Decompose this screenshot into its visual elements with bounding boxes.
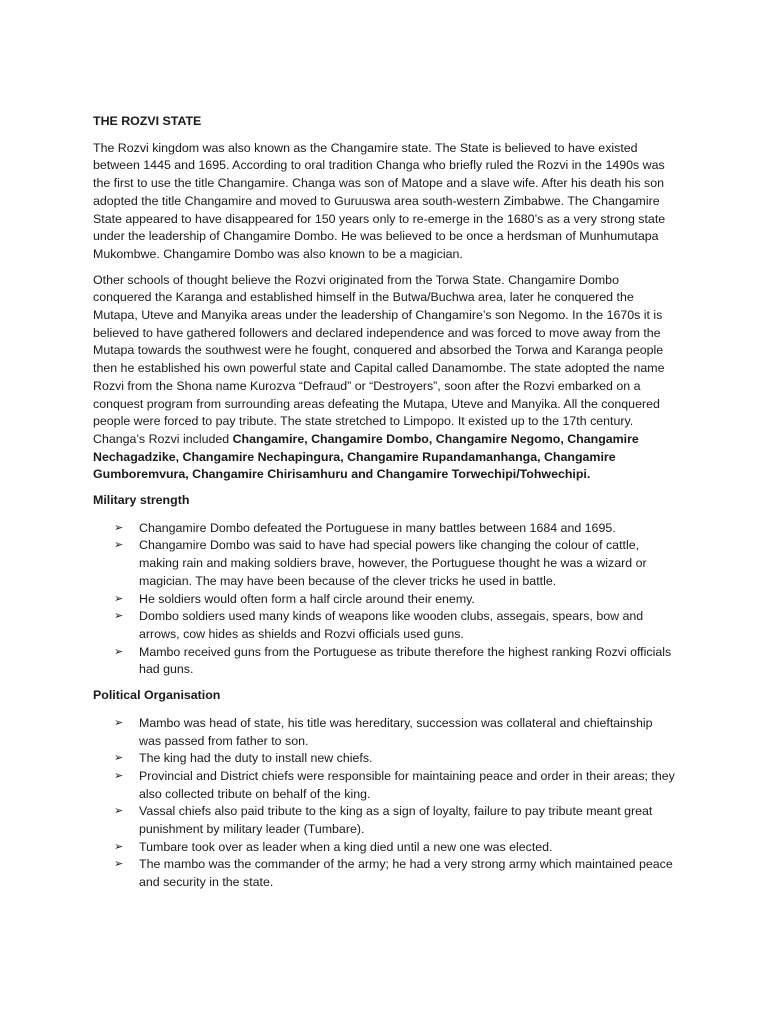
arrow-bullet-icon: ➢ xyxy=(114,805,124,818)
list-item-text: Changamire Dombo defeated the Portuguese in many battles between 1684 and 1695. xyxy=(139,520,616,535)
list-item xyxy=(114,644,678,679)
list-item-text: He soldiers would often form a half circle around their enemy. xyxy=(139,591,475,606)
arrow-bullet-icon: ➢ xyxy=(114,769,124,782)
intro-paragraph: The Rozvi kingdom was also known as the Changamire state. The State is believed to have existed between 1445 and 1695. According to oral tradition Changa who briefly ruled the Rozvi in the 1490s was the first to use the title Changamire. Changa was son of Matope and a slave wife. After his death his son adopted the title Changamire and moved to Guruuswa area south-western Zimbabwe. The Changamire State appeared to have disappeared for 150 years only to re-emerge in the 1680’s as a very strong state under the leadership of Changamire Dombo. He was believed to be once a herdsman of Munhumutapa Mukombwe. Changamire Dombo was also known to be a magician. xyxy=(93,140,666,261)
list-item xyxy=(114,803,678,838)
list-item xyxy=(114,750,678,768)
list-item xyxy=(114,537,678,590)
list-item-text: Tumbare took over as leader when a king died until a new one was elected. xyxy=(139,839,553,854)
list-item-text: Mambo received guns from the Portuguese as tribute therefore the highest ranking Rozvi officials had guns. xyxy=(139,644,672,677)
arrow-bullet-icon: ➢ xyxy=(114,539,124,552)
list-item-text: Dombo soldiers used many kinds of weapons like wooden clubs, assegais, spears, bow and arrows, cow hides as shields and Rozvi officials used guns. xyxy=(139,609,644,641)
list-item-text: Changamire Dombo was said to have had special powers like changing the colour of cattle, making rain and making soldiers brave, however, the Portuguese thought he was a wizard or magician. The may have been because of the clever tricks he used in battle. xyxy=(139,538,647,588)
list-item xyxy=(114,591,678,609)
list-item-text: Mambo was head of state, his title was hereditary, succession was collateral and chieftainship was passed from father to son. xyxy=(139,715,653,748)
list-item-text: The mambo was the commander of the army; he had a very strong army which maintained peace and security in the state. xyxy=(139,857,673,890)
origins-paragraph-text: Other schools of thought believe the Rozvi originated from the Torwa State. Changamire Dombo conquered the Karanga and established himself in the Butwa/Buchwa area, later he conquered the Mutapa, Uteve and Manyika areas under the leadership of Changamire’s son Negomo. In the 1670s it is believed to have gathered followers and declared independence and was forced to move away from the Mutapa towards the southwest were he fought, conquered and absorbed the Torwa and Karanga people then he established his own powerful state and Capital called Danamombe. The state adopted the name Rozvi from the Shona name Kurozva “Defraud” or “Destroyers”, soon after the Rozvi embarked on a conquest program from surrounding areas defeating the Mutapa, Uteve and Manyika. All the conquered people were forced to pay tribute. The state stretched to Limpopo. It existed up to the 17th century. Changa’s Rozvi included xyxy=(93,272,665,446)
document-title: THE ROZVI STATE xyxy=(93,114,202,128)
rulers-list-bold: Changamire, Changamire Dombo, Changamire Negomo, Changamire Nechagadzike, Changamire Nechapingura, Changamire Rupandamanhanga, Changamire Gumboremvura, Changamire Chirisamhuru and Changamire Torwechipi/Tohwechipi. xyxy=(93,431,639,482)
list-item-text: Vassal chiefs also paid tribute to the king as a sign of loyalty, failure to pay tribute meant great punishment by military leader (Tumbare). xyxy=(139,804,653,837)
arrow-bullet-icon: ➢ xyxy=(114,645,124,658)
arrow-bullet-icon: ➢ xyxy=(114,716,124,729)
political-list xyxy=(93,715,678,892)
list-item xyxy=(114,856,678,891)
list-item-text: Provincial and District chiefs were responsible for maintaining peace and order in their areas; they also collected tribute on behalf of the king. xyxy=(139,768,675,801)
list-item xyxy=(114,608,678,643)
arrow-bullet-icon: ➢ xyxy=(114,610,124,623)
list-item xyxy=(114,768,678,803)
list-item-text: The king had the duty to install new chiefs. xyxy=(139,751,373,766)
military-heading: Military strength xyxy=(93,493,190,508)
list-item xyxy=(114,520,678,538)
list-item xyxy=(114,715,678,750)
origins-paragraph xyxy=(93,272,678,484)
list-item xyxy=(114,839,678,857)
arrow-bullet-icon: ➢ xyxy=(114,840,124,853)
arrow-bullet-icon: ➢ xyxy=(114,858,124,871)
military-list xyxy=(93,520,678,679)
arrow-bullet-icon: ➢ xyxy=(114,521,124,534)
arrow-bullet-icon: ➢ xyxy=(114,752,124,765)
political-heading: Political Organisation xyxy=(93,688,221,703)
arrow-bullet-icon: ➢ xyxy=(114,592,124,605)
